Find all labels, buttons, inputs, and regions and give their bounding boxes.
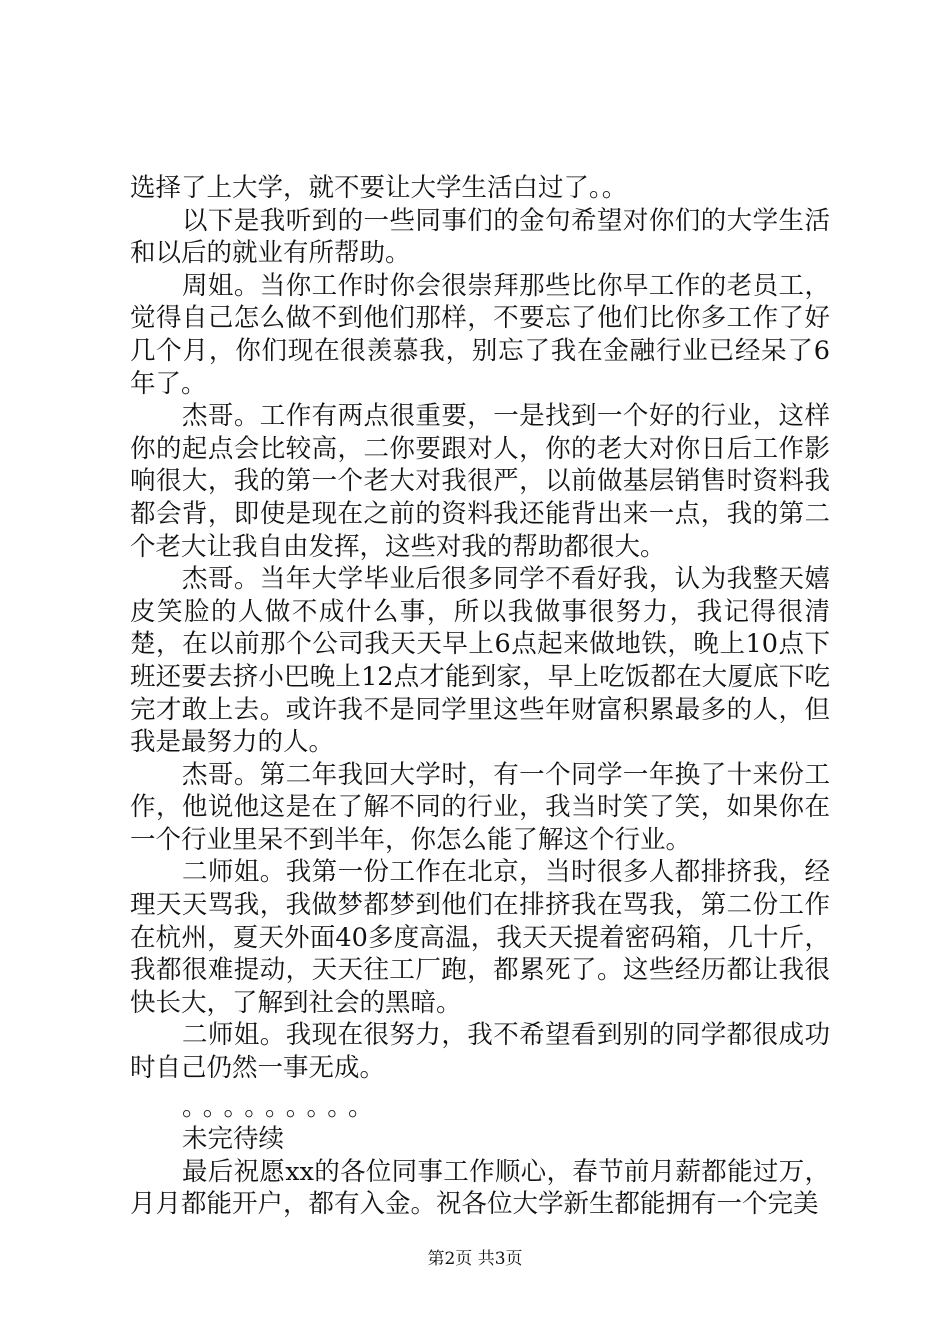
document-body <box>130 172 830 1221</box>
paragraph-6: 杰哥。第二年我回大学时，有一个同学一年换了十来份工作，他说他这是在了解不同的行业，我当时笑了笑，如果你在一个行业里呆不到半年，你怎么能了解这个行业。 <box>130 759 830 855</box>
paragraph-1: 选择了上大学，就不要让大学生活白过了。。 <box>130 173 628 203</box>
paragraph-2: 以下是我听到的一些同事们的金句希望对你们的大学生活和以后的就业有所帮助。 <box>130 205 830 269</box>
paragraph-closing: 最后祝愿xx的各位同事工作顺心，春节前月薪都能过万，月月都能开户，都有入金。祝各位大学新生都能拥有一个完美 <box>130 1156 830 1220</box>
paragraph-4: 杰哥。工作有两点很重要，一是找到一个好的行业，这样你的起点会比较高，二你要跟对人，你的老大对你日后工作影响很大，我的第一个老大对我很严，以前做基层销售时资料我都会背，即使是现在之前的资料我还能背出来一点，我的第二个老大让我自由发挥，这些对我的帮助都很大。 <box>130 401 830 562</box>
to-be-continued: 未完待续 <box>182 1124 285 1155</box>
paragraph-3: 周姐。当你工作时你会很崇拜那些比你早工作的老员工，觉得自己怎么做不到他们那样，不要忘了他们比你多工作了好几个月，你们现在很羡慕我，别忘了我在金融行业已经呆了6年了。 <box>130 270 830 399</box>
paragraph-8: 二师姐。我现在很努力，我不希望看到别的同学都很成功时自己仍然一事无成。 <box>130 1020 830 1084</box>
page-number-footer: 第2页 共3页 <box>427 1249 523 1269</box>
paragraph-7: 二师姐。我第一份工作在北京，当时很多人都排挤我，经理天天骂我，我做梦都梦到他们在排挤我在骂我，第二份工作在杭州，夏天外面40多度高温，我天天提着密码箱，几十斤，我都很难提动，天天往工厂跑，都累死了。这些经历都让我很快长大，了解到社会的黑暗。 <box>130 857 830 1018</box>
paragraph-5: 杰哥。当年大学毕业后很多同学不看好我，认为我整天嬉皮笑脸的人做不成什么事，所以我做事很努力，我记得很清楚，在以前那个公司我天天早上6点起来做地铁，晚上10点下班还要去挤小巴晚上12点才能到家，早上吃饭都在大厦底下吃完才敢上去。或许我不是同学里这些年财富积累最多的人，但我是最努力的人。 <box>130 564 830 758</box>
ellipsis-line: 。。。。。。。。。 <box>182 1091 382 1122</box>
